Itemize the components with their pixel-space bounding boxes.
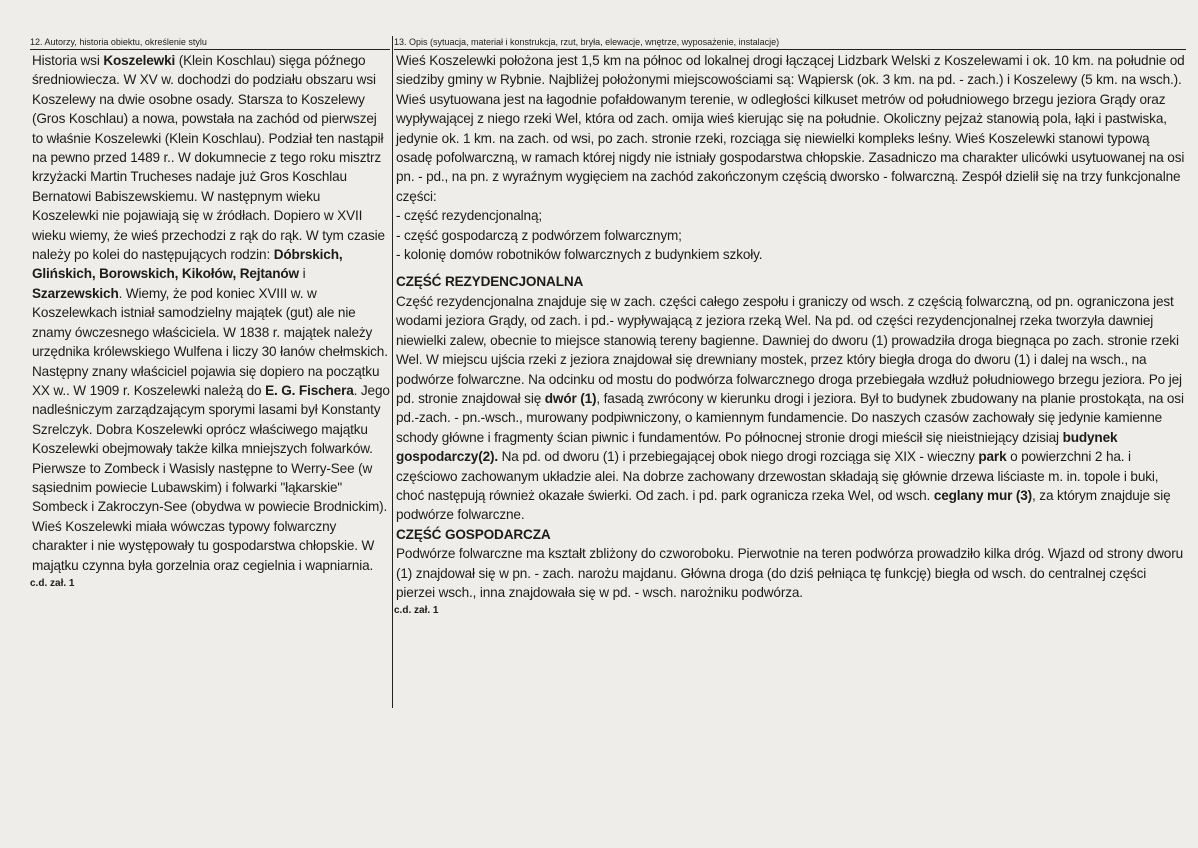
description-continuation-note: c.d. zał. 1 xyxy=(394,605,439,617)
description-intro: Wieś Koszelewki położona jest 1,5 km na północ od lokalnej drogi łączącej Lidzbark Welski z Koszelewami i ok. 10 km. na południe od siedziby gminy w Rybnie. Najbliżej położonymi miejscowościami są: Wąpiersk (ok. 3 km. na pd. - zach.) i Koszelewy (5 km. na wsch.). Wieś usytuowana jest na łagodnie pofałdowanym terenie, w odległości kilkuset metrów od południowego brzegu jeziora Grądy oraz wypływającej z niego rzeki Wel, która od zach. omija wieś kierując się na południe. Okoliczny pejzaż stanowią pola, łąki i pastwiska, jedynie ok. 1 km. na zach. od wsi, po zach. stronie rzeki, rozciąga się niewielki kompleks leśny. Wieś Koszelewki stanowi typową osadę pofolwarczną, w ramach której nigdy nie istniały gospodarstwa chłopskie. Zasadniczo ma charakter ulicówki usytuowanej na osi pn. - pd., na pn. z wyraźnym wygięciem na zachód zakończonym częścią dworsko - folwarczną. Zespół dzielił się na trzy funkcjonalne części: xyxy=(396,53,1185,204)
list-item: - część gospodarczą z podwórzem folwarcznym; xyxy=(396,227,682,243)
column-divider xyxy=(392,36,393,708)
history-text xyxy=(30,51,390,575)
family-names: Dóbrskich, Glińskich, Borowskich, Kikołów, Rejtanów xyxy=(32,247,343,282)
section-text-part: , za którym znajduje się podwórze folwarczne. xyxy=(396,487,1171,523)
section-text-part: , fasadą zwrócony w kierunku drogi i jeziora. Był to budynek zbudowany na planie prostokąta, na osi pd.-zach. - pn.-wsch., murowany podpiwniczony, o kamiennym fundamencie. Do naszych czasów zachowały się jedynie kamienne schody główne i fragmenty ścian piwnic i fundamentów. Po północnej stronie drogi mieścił się nieistniejący dzisiaj xyxy=(396,390,1184,445)
farm-building-label: budynek gospodarczy(2). xyxy=(396,429,1118,465)
description-text xyxy=(394,51,1186,602)
section-title-farm: CZĘŚĆ GOSPODARCZA xyxy=(396,526,551,542)
history-continuation-note: c.d. zał. 1 xyxy=(30,577,75,589)
history-text-part: Historia wsi xyxy=(32,53,104,68)
description-header-rule xyxy=(394,49,1186,50)
family-name-last: Szarzewskich xyxy=(32,285,119,301)
section-farm-text: Podwórze folwarczne ma kształt zbliżony do czworoboku. Pierwotnie na teren podwórza prowadziło kilka dróg. Wjazd od strony dworu (1) znajdował się w pn. - zach. narożu majdanu. Główna droga (do dziś pełniąca tę funkcję) biegła od wsch. do centralnej części pierzei wsch., inna znajdowała się w pd. - wsch. narożniku podwórza. xyxy=(396,546,1183,600)
section-text-part: Część rezydencjonalna znajduje się w zach. części całego zespołu i graniczy od wsch. z częścią folwarczną, od pn. ograniczona jest wodami jeziora Grądy, od zach. i pd.- wypływającą z jeziora rzeką Wel. Na pd. od części rezydencjonalnej rzeka tworzyła dawniej niewielki zalew, obecnie to miejsce stanowią tereny bagienne. Dawniej do dworu (1) prowadziła droga biegnąca po zach. stronie rzeki Wel. W miejscu ujścia rzeki z jeziora znajdował się drewniany mostek, przez który biegła droga do dworu (1) i dalej na wsch., na podwórze folwarczne. Na odcinku od mostu do podwórza folwarcznego droga przebiegała wzdłuż południowego brzegu jeziora. Po jej pd. stronie znajdował się xyxy=(396,293,1182,406)
history-header: 12. Autorzy, historia obiektu, określenie stylu xyxy=(30,37,207,47)
park-label: park xyxy=(978,449,1007,465)
section-title-residential: CZĘŚĆ REZYDENCJONALNA xyxy=(396,274,584,290)
owner-name: E. G. Fischera xyxy=(265,382,354,398)
history-text-part: (Klein Koschlau) sięga późnego średniowiecza. W XV w. dochodzi do podziału obszaru wsi Koszelewy na dwie osobne osady. Starsza to Koszelewy (Gros Koschlau) a nowa, powstała na zachód od pierwszej to właśnie Koszelewki (Klein Koschlau). Podział ten nastąpił na pewno przed 1489 r.. W dokumnecie z tego roku misztrz krzyżacki Martin Trucheses nadaje już Gros Koschlau Bernatowi Babiszewskiemu. W następnym wieku Koszelewki nie pojawiają się w źródłach. Dopiero w XVII wieku wiemy, że wieś przechodzi z rąk do rąk. W tym czasie należy po kolei do następujących rodzin: xyxy=(32,53,385,263)
list-item: - kolonię domów robotników folwarcznych z budynkiem szkoły. xyxy=(396,247,763,263)
history-text-part: . Jego nadleśniczym zarządzającym sporymi lasami był Konstanty Szrelczyk. Dobra Koszelewki oprócz właściwego majątku Koszelewki obejmowały także kilka mniejszych folwarków. Pierwsze to Zombeck i Wasisly następne to Werry-See (w sąsiednim powiecie Lubawskim) i folwarki "łąkarskie" Sombeck i Zakroczyn-See (obydwa w powiecie Brodnickim). Wieś Koszelewki miała wówczas typowy folwarczny charakter i nie występowały tu gospodarstwa chłopskie. W majątku czynna była gorzelnia oraz cegielnia i wapniarnia. xyxy=(32,382,390,573)
manor-label: dwór (1) xyxy=(544,390,597,406)
section-residential-text xyxy=(396,292,1186,525)
description-header: 13. Opis (sytuacja, materiał i konstrukcja, rzut, bryła, elewacje, wnętrze, wyposażenie, instalacje) xyxy=(394,37,780,47)
description-column xyxy=(394,36,1186,826)
history-text-part: i xyxy=(298,266,306,282)
list-item: - część rezydencjonalną; xyxy=(396,208,543,224)
form-frame xyxy=(30,36,1186,826)
history-column xyxy=(30,36,390,826)
section-text-part: Na pd. od dworu (1) i przebiegającej obok niego drogi rozciąga się XIX - wieczny xyxy=(498,449,979,465)
section-text-part: o powierzchni 2 ha. i częściowo zachowanym układzie alei. Na dobrze zachowany drzewostan składają się głównie drzewa liściaste m. in. topole i buki, choć następują również okazałe świerki. Od zach. i pd. park ogranicza rzeka Wel, od wsch. xyxy=(396,449,1159,503)
history-text-part: . Wiemy, że pod koniec XVIII w. w Koszelewkach istniał samodzielny majątek (gut) ale nie znamy ówczesnego właściciela. W 1838 r. majątek należy urzędnika królewskiego Wulfena i liczy 30 łanów chełmskich. Następny znany właściciel pojawia się dopiero na początku XX w.. W 1909 r. Koszelewki należą do xyxy=(32,285,388,398)
brick-wall-label: ceglany mur (3) xyxy=(933,487,1033,503)
village-name: Koszelewki xyxy=(103,53,176,68)
history-header-rule xyxy=(30,49,390,50)
